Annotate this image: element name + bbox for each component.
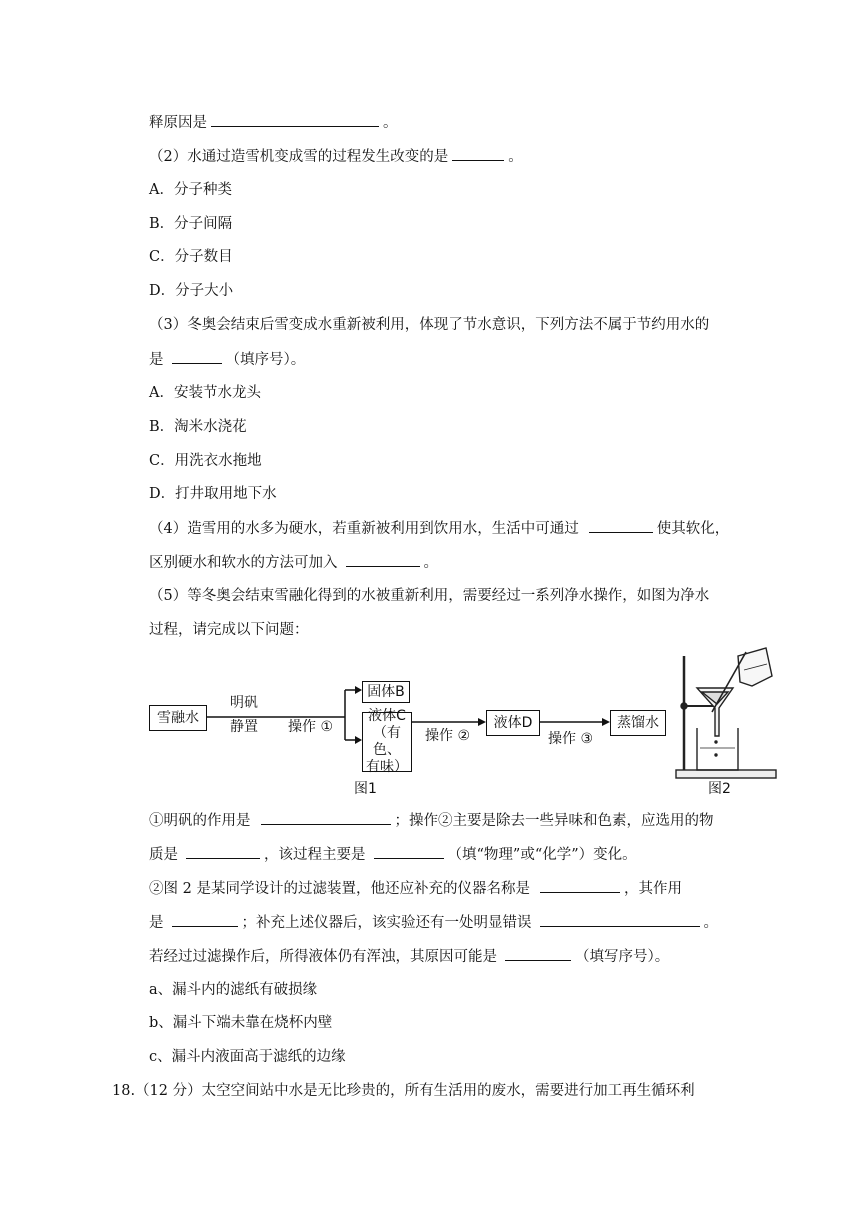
text: 。 bbox=[423, 555, 438, 571]
text: （4）造雪用的水多为硬水，若重新被利用到饮用水，生活中可通过 bbox=[149, 521, 579, 537]
box-liquid-d: 液体D bbox=[486, 710, 540, 736]
answer-blank[interactable] bbox=[172, 912, 238, 927]
sub-question-1 bbox=[149, 810, 714, 831]
arrowhead bbox=[355, 736, 362, 744]
answer-blank[interactable] bbox=[374, 844, 444, 859]
text: ②图 2 是某同学设计的过滤装置，他还应补充的仪器名称是 bbox=[149, 881, 530, 897]
box-solid-b: 固体B bbox=[362, 681, 410, 703]
sub-question-3 bbox=[149, 946, 669, 967]
box-snow-water: 雪融水 bbox=[149, 705, 207, 731]
clamp-knob bbox=[681, 703, 687, 709]
text: 若经过过滤操作后，所得液体仍有浑浊，其原因可能是 bbox=[149, 949, 497, 965]
answer-blank[interactable] bbox=[540, 878, 620, 893]
question-3: （3）冬奥会结束后雪变成水重新被利用，体现了节水意识，下列方法不属于节约用水的 bbox=[149, 317, 710, 333]
answer-blank[interactable] bbox=[505, 946, 571, 961]
arrowhead bbox=[355, 686, 362, 694]
stand-base bbox=[676, 770, 776, 778]
text: ；补充上述仪器后，该实验还有一处明显错误 bbox=[241, 915, 532, 931]
label-alum: 明矾 bbox=[230, 695, 258, 711]
option-2b: B．分子间隔 bbox=[149, 216, 233, 232]
liquid-c-note: （有色、 bbox=[373, 725, 401, 758]
arrowhead bbox=[478, 718, 486, 726]
label-settle: 静置 bbox=[230, 719, 258, 735]
sub-question-2 bbox=[149, 878, 682, 899]
label-operation-3: 操作 ③ bbox=[548, 731, 594, 747]
figure-2-caption: 图2 bbox=[708, 781, 731, 797]
liquid-c-label: 液体C bbox=[368, 708, 406, 724]
text: （填序号）。 bbox=[225, 352, 306, 368]
sub-question-1-cont bbox=[149, 844, 637, 865]
text: 。 bbox=[508, 149, 523, 165]
label-operation-2: 操作 ② bbox=[425, 728, 471, 744]
answer-blank[interactable] bbox=[540, 912, 700, 927]
option-b: b、漏斗下端未靠在烧杯内壁 bbox=[149, 1015, 333, 1031]
option-2d: D．分子大小 bbox=[149, 283, 234, 299]
text: ；操作②主要是除去一些异味和色素，应选用的物 bbox=[394, 813, 714, 829]
text: （2）水通过造雪机变成雪的过程发生改变的是 bbox=[149, 149, 449, 165]
option-3c: C．用洗衣水拖地 bbox=[149, 453, 262, 469]
text: （填“物理”或“化学”）变化。 bbox=[447, 847, 637, 863]
text: ，其作用 bbox=[623, 881, 682, 897]
option-c: c、漏斗内液面高于滤纸的边缘 bbox=[149, 1049, 346, 1065]
question-5-cont: 过程，请完成以下问题： bbox=[149, 622, 309, 638]
option-3d: D．打井取用地下水 bbox=[149, 486, 277, 502]
arrowhead bbox=[602, 718, 610, 726]
option-a: a、漏斗内的滤纸有破损缘 bbox=[149, 982, 318, 998]
text: ，该过程主要是 bbox=[264, 847, 366, 863]
text: 释原因是 bbox=[149, 115, 207, 131]
droplet bbox=[715, 754, 717, 756]
option-2a: A．分子种类 bbox=[149, 182, 232, 198]
figure-1-caption: 图1 bbox=[354, 781, 377, 797]
box-distilled-water: 蒸馏水 bbox=[610, 710, 666, 736]
text: （填写序号）。 bbox=[575, 949, 670, 965]
liquid-c-note: 有味） bbox=[366, 759, 408, 775]
text: 区别硬水和软水的方法可加入 bbox=[149, 555, 338, 571]
answer-blank[interactable] bbox=[261, 810, 391, 825]
option-3a: A．安装节水龙头 bbox=[149, 385, 261, 401]
box-liquid-c bbox=[362, 708, 412, 775]
text: 质是 bbox=[149, 847, 178, 863]
text: 使其软化， bbox=[656, 521, 730, 537]
text: 。 bbox=[703, 915, 718, 931]
text: 。 bbox=[383, 115, 398, 131]
question-18: 18.（12 分）太空空间站中水是无比珍贵的，所有生活用的废水，需要进行加工再生循环利 bbox=[112, 1083, 695, 1099]
option-2c: C．分子数目 bbox=[149, 249, 233, 265]
text: ①明矾的作用是 bbox=[149, 813, 251, 829]
droplet bbox=[715, 741, 717, 743]
answer-blank[interactable] bbox=[186, 844, 260, 859]
option-3b: B．淘米水浇花 bbox=[149, 419, 247, 435]
text: 是 bbox=[149, 915, 164, 931]
filtration-apparatus bbox=[676, 648, 776, 778]
label-operation-1: 操作 ① bbox=[288, 719, 334, 735]
sub-question-2-cont bbox=[149, 912, 718, 933]
text: 是 bbox=[149, 352, 164, 368]
question-5: （5）等冬奥会结束雪融化得到的水被重新利用，需要经过一系列净水操作，如图为净水 bbox=[149, 588, 710, 604]
